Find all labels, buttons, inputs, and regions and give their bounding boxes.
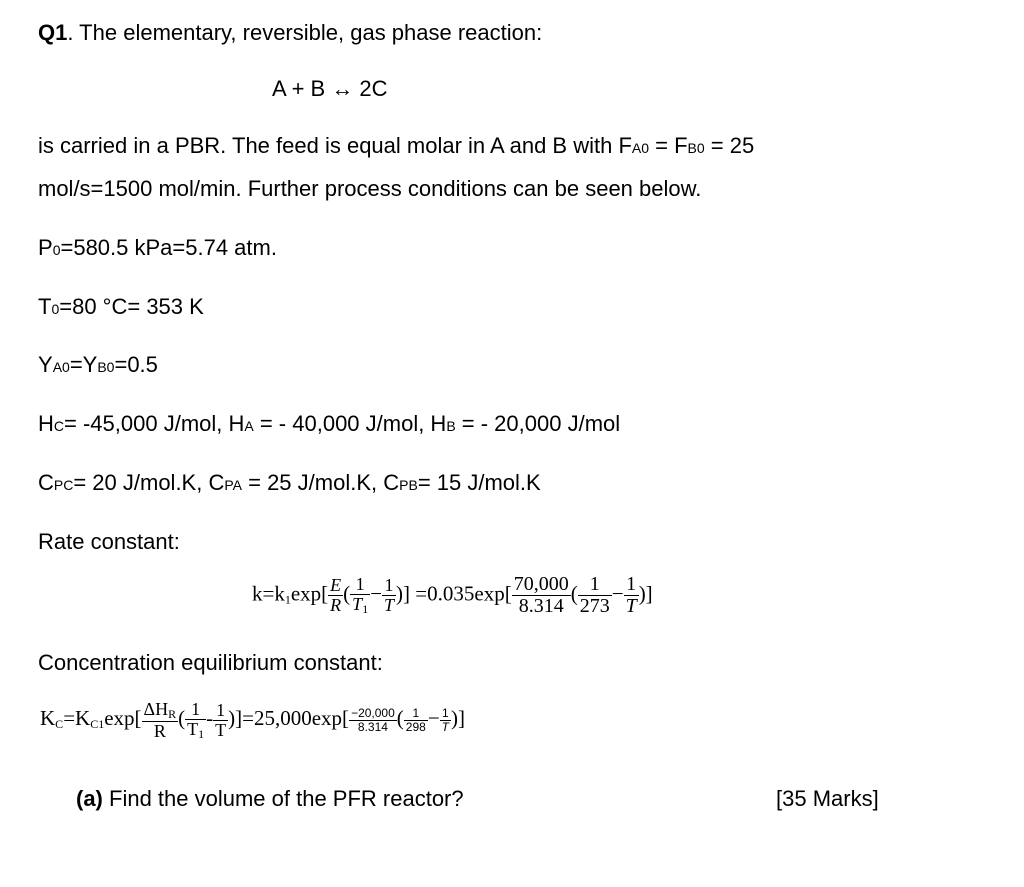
one-over-t-2 [624,574,639,617]
minus: − [370,581,383,606]
question-number: Q1 [38,20,68,45]
feed-sub-a0: A0 [631,140,650,156]
t-symbol: T [352,594,363,615]
cp-c-symbol: C [38,470,54,495]
one-c: 1 [404,707,428,721]
e-over-r [328,576,343,615]
t-sub-1: 1 [362,602,369,617]
paren-open: ( [343,581,351,606]
p-value: =580.5 kPa=5.74 atm. [60,235,277,260]
question-intro: . The elementary, reversible, gas phase reaction: [67,20,543,45]
ea-over-r [512,574,571,617]
t1-symbol: T [187,718,199,739]
close-bracket-2: )] [451,706,465,731]
cp-a-sub: PA [224,477,242,493]
enthalpy-line [38,411,620,439]
cp-b-value: = 15 J/mol.K [417,470,541,495]
h-c-value: = -45,000 J/mol, H [64,411,245,436]
y-sub-a0: A0 [52,359,70,375]
equilibrium-constant-equation [40,700,465,740]
r-denominator: R [330,595,342,615]
cp-c-sub: PC [53,477,74,493]
part-a-question [76,786,464,812]
temperature-line [38,294,204,322]
one-c: 1 [578,574,612,596]
e-numerator: E [330,575,342,596]
minus-2: − [427,706,440,731]
rate-constant-label: Rate constant: [38,529,180,554]
kc-sub: C [55,717,64,732]
dh-over-r [142,700,179,740]
one-over-t1 [185,700,206,740]
part-a-label: (a) [76,786,103,811]
exp-open: exp[ [104,706,142,731]
close-bracket-2: )] [638,581,653,606]
h-b-value: = - 20,000 J/mol [455,411,621,436]
h-b-sub: B [446,418,456,434]
h-a-value: = - 40,000 J/mol, H [253,411,447,436]
one-a: 1 [185,700,206,720]
h-a-sub: A [244,418,254,434]
h-c-symbol: H [38,411,54,436]
dh-val-over-r [349,707,397,733]
k-lhs: k=k [252,581,285,606]
feed-eq: = F [649,133,688,158]
t-denominator: T [215,719,227,740]
reaction-equation: A + B ↔ 2C [272,76,388,101]
pressure-line [38,235,277,263]
y-sub-b0: B0 [97,359,115,375]
cp-b-sub: PB [399,477,418,493]
dh-symbol: ΔH [143,699,169,719]
feed-line-2: mol/s=1500 mol/min. Further process conditions can be seen below. [38,176,702,201]
rate-constant-equation [252,574,653,617]
y-value: =0.5 [114,352,158,377]
one-over-t-2 [440,707,451,733]
one-over-t [213,701,228,740]
part-a-marks: [35 Marks] [776,786,879,811]
close-bracket: )] [396,581,411,606]
minus-2: − [611,581,624,606]
p-subscript: 0 [52,242,61,258]
feed-value: = 25 [704,133,755,158]
one-b: 1 [382,576,396,596]
t-subscript: 0 [51,301,60,317]
kc1-sub: C1 [90,717,105,732]
one-b: 1 [213,701,228,721]
one-over-t1 [350,575,370,615]
t1-sub: 1 [198,726,205,741]
ea-numerator: 70,000 [513,573,569,595]
kc-lhs: K [40,706,56,731]
feed-line-1 [38,133,754,161]
one-over-298 [404,707,428,733]
paren-open: ( [178,706,186,731]
r-value: 8.314 [357,719,388,734]
dh-sub: R [168,707,177,721]
heat-capacity-line [38,470,541,498]
dh-value: −20,000 [351,706,395,721]
question-header [38,20,542,46]
close-bracket: )] [228,706,243,731]
one-d: 1 [624,574,639,596]
rhs-prefix: =25,000exp[ [242,706,350,731]
rhs-prefix: =0.035exp[ [410,581,512,606]
t-ref-273: 273 [579,595,610,617]
dash: - [206,706,214,731]
cp-a-value: = 25 J/mol.K, C [242,470,400,495]
feed-sub-b0: B0 [687,140,705,156]
t-symbol: T [38,294,52,319]
exp-open: exp[ [290,581,329,606]
r-denominator: R [153,720,166,741]
one-d: 1 [440,707,451,721]
part-a-text: Find the volume of the PFR reactor? [102,786,464,811]
h-c-sub: C [53,418,65,434]
t-denominator: T [384,595,395,615]
one-over-273 [578,574,612,617]
mole-fraction-line [38,352,158,380]
t-value: =80 °C= 353 K [59,294,204,319]
p-symbol: P [38,235,53,260]
cp-c-value: = 20 J/mol.K, C [73,470,225,495]
one-over-t [382,576,396,615]
paren-open-2: ( [570,581,578,606]
kc-eq: =K [63,706,91,731]
y-eq: =Y [69,352,98,377]
t-denominator-2: T [625,595,637,617]
k-sub-1: 1 [284,592,291,607]
r-value: 8.314 [518,595,564,617]
y-symbol-a: Y [38,352,53,377]
t-denominator-2: T [441,719,449,734]
feed-text: is carried in a PBR. The feed is equal molar in A and B with F [38,133,632,158]
t-ref-298: 298 [405,719,426,734]
equilibrium-constant-label: Concentration equilibrium constant: [38,650,383,675]
paren-open-2: ( [396,706,404,731]
one-a: 1 [350,575,370,595]
